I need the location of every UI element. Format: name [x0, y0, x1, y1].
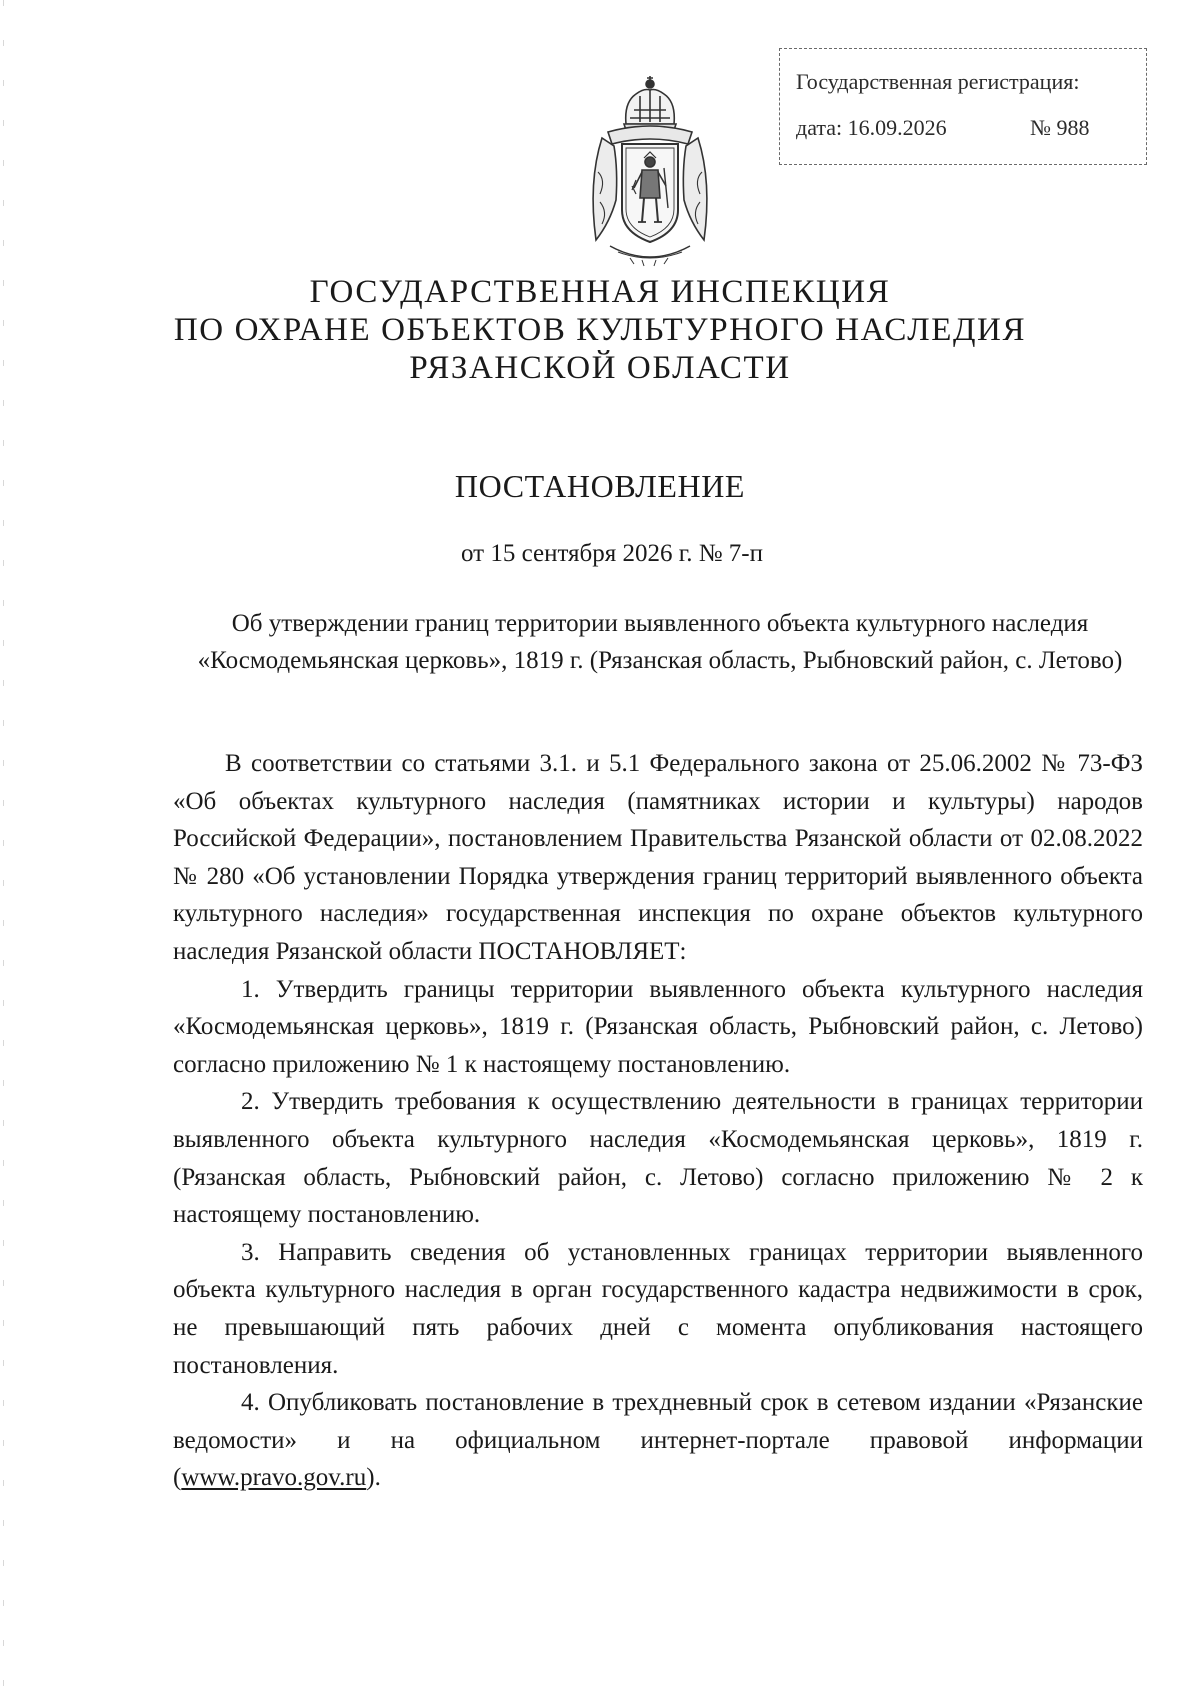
- registration-date: дата: 16.09.2026: [796, 115, 947, 140]
- pravo-gov-link[interactable]: www.pravo.gov.ru: [181, 1464, 367, 1492]
- document-date-number: от 15 сентября 2026 г. № 7-п: [460, 540, 764, 567]
- document-type: ПОСТАНОВЛЕНИЕ: [454, 468, 746, 504]
- scan-edge: [3, 0, 4, 1697]
- item-4-end: ).: [366, 1464, 381, 1492]
- item-4-text: 4. Опубликовать постановление в трехдневный срок в сетевом издании «Рязанские ведомости» и на официальном интернет-портале правовой информации (: [173, 1389, 1143, 1492]
- resolution-item-2: 2. Утвердить требования к осуществлению деятельности в границах территории выявленного объекта культурного наследия «Космодемьянская церковь», 1819 г. (Рязанская область, Рыбновский район, с. Летово) согласно приложению № 2 к настоящему постановлению.: [173, 1088, 1143, 1229]
- document-body: [173, 745, 1143, 1497]
- resolution-item-3: 3. Направить сведения об установленных границах территории выявленного объекта культурного наследия в орган государственного кадастра недвижимости в срок, не превышающий пять рабочих дней с момента опубликования настоящего постановления.: [173, 1238, 1143, 1379]
- preamble-paragraph: В соответствии со статьями 3.1. и 5.1 Федерального закона от 25.06.2002 № 73-ФЗ «Об объектах культурного наследия (памятниках истории и культуры) народов Российской Федерации», постановлением Правительства Рязанской области от 02.08.2022 № 280 «Об установлении Порядка утверждения границ территорий выявленного объекта культурного наследия» государственная инспекция по охране объектов культурного наследия Рязанской области ПОСТАНОВЛЯЕТ:: [173, 750, 1143, 965]
- issuer-line-3: РЯЗАНСКОЙ ОБЛАСТИ: [409, 350, 791, 386]
- issuer-line-1: ГОСУДАРСТВЕННАЯ ИНСПЕКЦИЯ: [309, 274, 891, 310]
- issuer-header: [0, 273, 1200, 387]
- resolution-item-4: [173, 1384, 1143, 1497]
- resolution-item-1: 1. Утвердить границы территории выявленного объекта культурного наследия «Космодемьянская церковь», 1819 г. (Рязанская область, Рыбновский район, с. Летово) согласно приложению № 1 к настоящему постановлению.: [173, 975, 1143, 1078]
- ryazan-coat-of-arms-icon: [578, 72, 722, 272]
- registration-stamp: [779, 48, 1147, 165]
- issuer-line-2: ПО ОХРАНЕ ОБЪЕКТОВ КУЛЬТУРНОГО НАСЛЕДИЯ: [173, 312, 1027, 348]
- document-subject: Об утверждении границ территории выявленного объекта культурного наследия «Космодемьянская церковь», 1819 г. (Рязанская область, Рыбновский район, с. Летово): [197, 610, 1123, 674]
- registration-title: Государственная регистрация:: [796, 69, 1080, 94]
- registration-number: № 988: [1030, 115, 1090, 140]
